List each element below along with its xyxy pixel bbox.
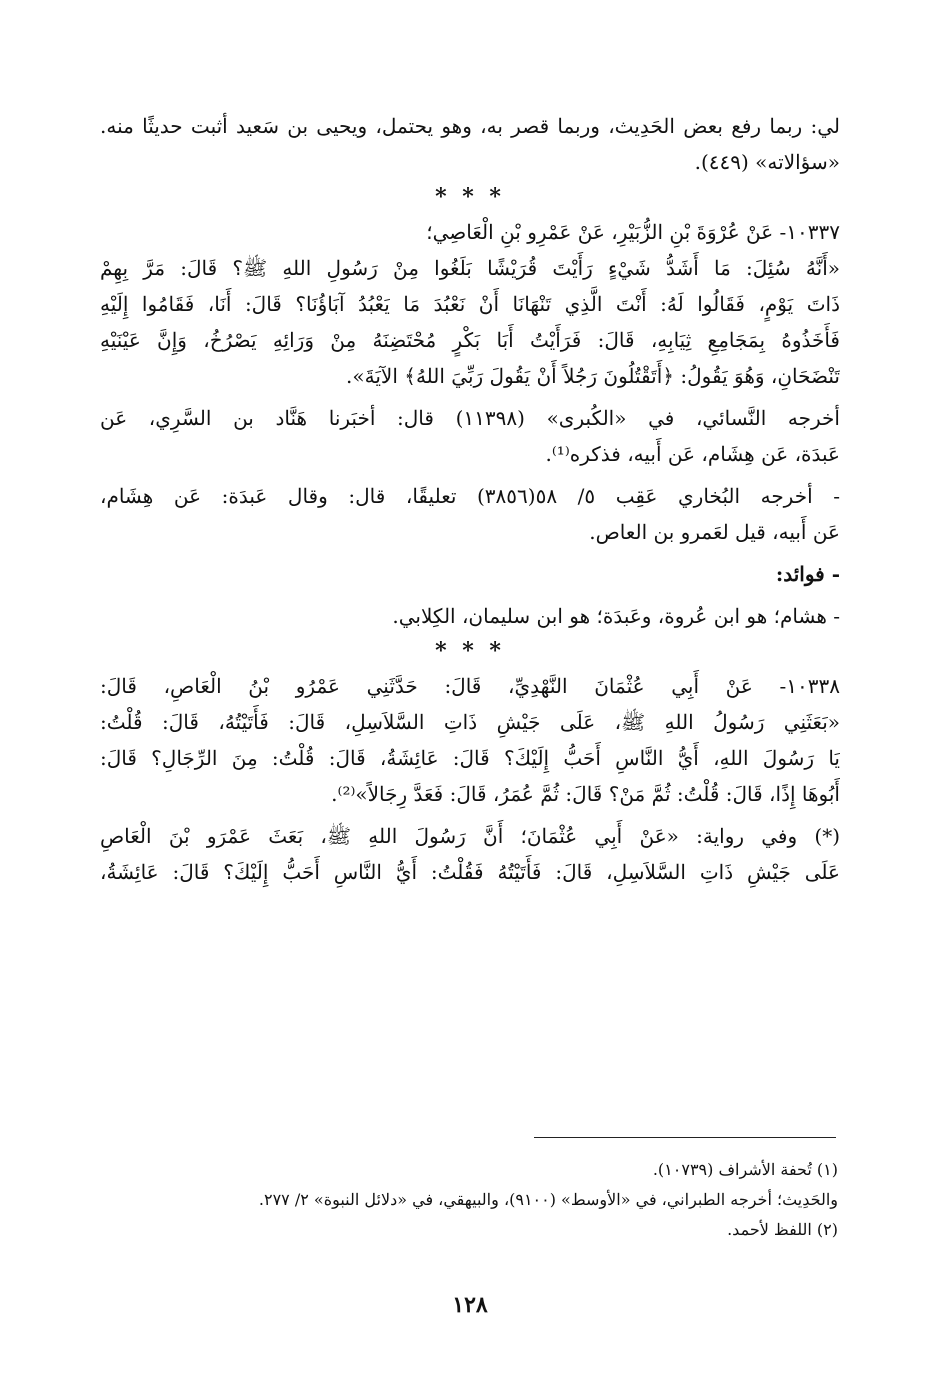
hadith-10337-text-line: «أَنَّهُ سُئِلَ: مَا أَشَدُّ شَيْءٍ رَأَيْتَ قُرَيْشًا بَلَغُوا مِنْ رَسُولِ اللهِ ﷺ؟ قَالَ: مَرَّ بِهِمْ [100,256,840,280]
hadith-10337-text-line: ذَاتَ يَوْمٍ، فَقَالُوا لَهُ: أَنْتَ الَّذِي تَنْهَانَا أَنْ نَعْبُدَ مَا يَعْبُدُ آبَاؤُنَا؟ قَالَ: أَنَا، فَقَامُوا إِلَيْهِ [100,292,840,316]
riwaya-line: عَلَى جَيْشِ ذَاتِ السَّلاَسِلِ، قَالَ: فَأَتَيْتُهُ فَقُلْتُ: أَيُّ النَّاسِ أَحَبُّ إِلَيْكَ؟ قَالَ: عَائِشَةُ، [100,860,840,884]
previous-note-line-2: «سؤالاته» (٤٤٩). [694,150,840,174]
page-body [100,108,840,890]
fawaid-text: - هشام؛ هو ابن عُروة، وعَبدَة؛ هو ابن سليمان، الكِلابي. [392,604,840,628]
hadith-10338-text-line: أَبُوهَا إِذًا، قَالَ: قُلْتُ: ثُمَّ مَنْ؟ قَالَ: ثُمَّ عُمَرُ، قَالَ: فَعَدَّ رِجَالاً»⁽²⁾. [331,782,840,806]
takhrij-nasai-line: أخرجه النَّسائي، في «الكُبرى» (١١٣٩٨) قال: أخبَرنا هَنَّاد بن السَّرِي، عَن [100,406,840,430]
hadith-10338-text-line: يَا رَسُولَ اللهِ، أَيُّ النَّاسِ أَحَبُّ إِلَيْكَ؟ قَالَ: عَائِشَةُ، قَالَ: قُلْتُ: مِنَ الرِّجَالِ؟ قَالَ: [100,746,840,770]
takhrij-nasai-line: عَبدَة، عَن هِشَام، عَن أَبيه، فذكره⁽¹⁾. [545,442,840,466]
footnote-1-extra: والحَدِيث؛ أخرجه الطبراني، في «الأوسط» (٩١٠٠)، والبيهقي، في «دلائل النبوة» ٢/ ٢٧٧. [258,1190,838,1209]
hadith-10338-text-line: «بَعَثَنِي رَسُولُ اللهِ ﷺ، عَلَى جَيْشِ ذَاتِ السَّلاَسِلِ، قَالَ: فَأَتَيْتُهُ، قَالَ: قُلْتُ: [100,710,840,734]
footnotes [100,1155,838,1245]
takhrij-bukhari-line: عَن أَبيه، قيل لعَمرو بن العاص. [589,520,840,544]
section-separator: * * * [435,184,505,210]
page-number: ١٢٨ [452,1292,488,1318]
hadith-10337-heading: ١٠٣٣٧- عَنْ عُرْوَةَ بْنِ الزُّبَيْرِ، عَنْ عَمْرِو بْنِ الْعَاصِي؛ [426,220,840,244]
footnote-divider [534,1137,836,1138]
fawaid-heading: - فوائد: [775,562,840,586]
hadith-10337-text-line: تَنْضَحَانِ، وَهُوَ يَقُولُ: ﴿أَتَقْتُلُونَ رَجُلاً أَنْ يَقُولَ رَبِّيَ اللهُ﴾ الآيَةَ». [346,364,840,388]
footnote-1: (١) تُحفة الأشراف (١٠٧٣٩). [652,1160,838,1179]
hadith-10338-heading: ١٠٣٣٨- عَنْ أَبِي عُثْمَانَ النَّهْدِيِّ، قَالَ: حَدَّثَنِي عَمْرُو بْنُ الْعَاصِ، قَالَ: [100,674,840,698]
riwaya-line: (*) وفي رواية: «عَنْ أَبِي عُثْمَانَ؛ أَنَّ رَسُولَ اللهِ ﷺ، بَعَثَ عَمْرَو بْنَ الْعَاصِ [100,824,840,848]
footnote-2: (٢) اللفظ لأحمد. [727,1220,838,1239]
hadith-10337-text-line: فَأَخَذُوهُ بِمَجَامِعِ ثِيَابِهِ، قَالَ: فَرَأَيْتُ أَبَا بَكْرٍ مُحْتَضِنَهُ مِنْ وَرَائِهِ يَصْرُخُ، وَإِنَّ عَيْنَيْهِ [100,328,840,352]
section-separator: * * * [435,638,505,664]
previous-note-line-1: لي: ربما رفع بعض الحَدِيث، وربما قصر به، وهو يحتمل، ويحيى بن سَعيد أثبت حديثًا منه. [100,114,840,138]
takhrij-bukhari-line: - أخرجه البُخاري عَقِب ٥/ ٥٨(٣٨٥٦) تعليقًا، قال: وقال عَبدَة: عَن هِشَام، [100,484,840,508]
